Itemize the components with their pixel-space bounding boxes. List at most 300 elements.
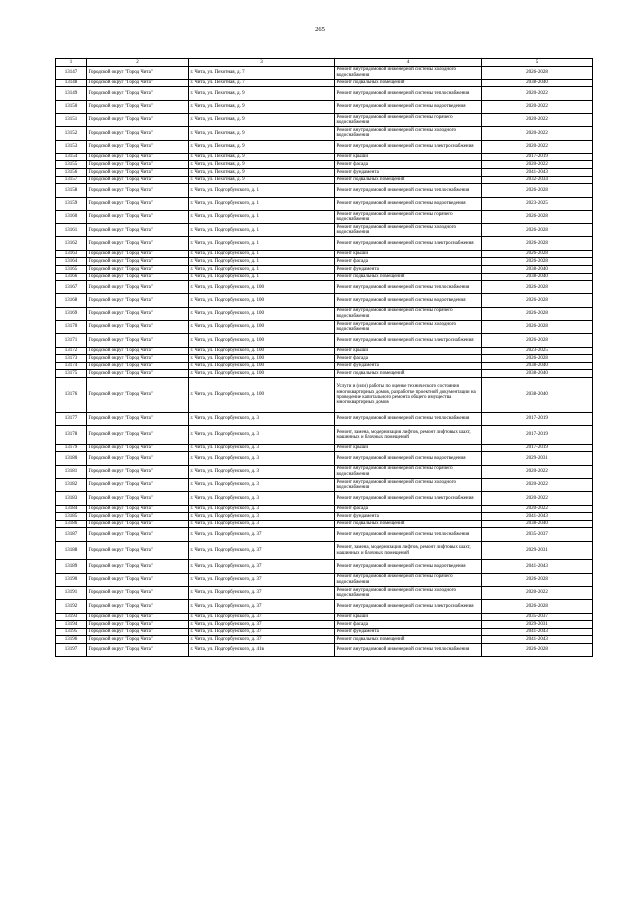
table-row <box>56 412 593 425</box>
row-number-cell: 13181 <box>56 465 87 478</box>
row-number-cell: 13167 <box>56 281 87 294</box>
row-number-cell: 13156 <box>56 169 87 177</box>
period-cell: 2020-2022 <box>482 87 593 100</box>
period-cell: 2038-2040 <box>482 377 593 412</box>
period-cell: 2017-2019 <box>482 444 593 452</box>
address-cell: г. Чита, ул. Пехотная, д. 7 <box>189 66 335 79</box>
work-type-cell: Ремонт внутридомовой инженерной системы водоотведения <box>335 294 482 307</box>
address-cell: г. Чита, ул. Подгорбунского, д. 37 <box>189 636 335 644</box>
period-cell: 2026-2028 <box>482 281 593 294</box>
address-cell: г. Чита, ул. Подгорбунского, д. 37 <box>189 628 335 636</box>
period-cell: 2041-2043 <box>482 513 593 521</box>
municipality-cell: Городской округ "Город Чита" <box>87 643 189 656</box>
address-cell: г. Чита, ул. Подгорбунского, д. 1 <box>189 210 335 223</box>
column-header: 5 <box>482 59 593 67</box>
municipality-cell: Городской округ "Город Чита" <box>87 528 189 541</box>
address-cell: г. Чита, ул. Пехотная, д. 7 <box>189 79 335 87</box>
municipality-cell: Городской округ "Город Чита" <box>87 224 189 237</box>
address-cell: г. Чита, ул. Подгорбунского, д. 100 <box>189 334 335 347</box>
address-cell: г. Чита, ул. Подгорбунского, д. 100 <box>189 370 335 378</box>
row-number-cell: 13168 <box>56 294 87 307</box>
work-type-cell: Ремонт подвальных помещений <box>335 176 482 184</box>
address-cell: г. Чита, ул. Подгорбунского, д. 37 <box>189 621 335 629</box>
work-type-cell: Ремонт фасада <box>335 161 482 169</box>
address-cell: г. Чита, ул. Подгорбунского, д. 37 <box>189 586 335 599</box>
period-cell: 2020-2022 <box>482 113 593 126</box>
period-cell: 2026-2028 <box>482 307 593 320</box>
address-cell: г. Чита, ул. Подгорбунского, д. 100 <box>189 281 335 294</box>
municipality-cell: Городской округ "Город Чита" <box>87 347 189 355</box>
work-type-cell: Ремонт внутридомовой инженерной системы холодного водоснабжения <box>335 127 482 140</box>
municipality-cell: Городской округ "Город Чита" <box>87 600 189 613</box>
table-row <box>56 560 593 573</box>
municipality-cell: Городской округ "Город Чита" <box>87 184 189 197</box>
work-type-cell: Ремонт внутридомовой инженерной системы холодного водоснабжения <box>335 224 482 237</box>
period-cell: 2038-2040 <box>482 362 593 370</box>
row-number-cell: 13164 <box>56 258 87 266</box>
address-cell: г. Чита, ул. Подгорбунского, д. 1 <box>189 258 335 266</box>
municipality-cell: Городской округ "Город Чита" <box>87 505 189 513</box>
table-row <box>56 113 593 126</box>
row-number-cell: 13192 <box>56 600 87 613</box>
period-cell: 2026-2028 <box>482 334 593 347</box>
table-row <box>56 513 593 521</box>
municipality-cell: Городской округ "Город Чита" <box>87 294 189 307</box>
address-cell: г. Чита, ул. Подгорбунского, д. 37 <box>189 528 335 541</box>
municipality-cell: Городской округ "Город Чита" <box>87 621 189 629</box>
table-row <box>56 273 593 281</box>
address-cell: г. Чита, ул. Подгорбунского, д. 100 <box>189 355 335 363</box>
row-number-cell: 13193 <box>56 613 87 621</box>
municipality-cell: Городской округ "Город Чита" <box>87 113 189 126</box>
period-cell: 2020-2022 <box>482 465 593 478</box>
work-type-cell: Ремонт внутридомовой инженерной системы водоотведения <box>335 197 482 210</box>
address-cell: г. Чита, ул. Пехотная, д. 9 <box>189 169 335 177</box>
municipality-cell: Городской округ "Город Чита" <box>87 628 189 636</box>
address-cell: г. Чита, ул. Подгорбунского, д. 37 <box>189 573 335 586</box>
address-cell: г. Чита, ул. Подгорбунского, д. 100 <box>189 362 335 370</box>
row-number-cell: 13149 <box>56 87 87 100</box>
address-cell: г. Чита, ул. Пехотная, д. 9 <box>189 127 335 140</box>
row-number-cell: 13148 <box>56 79 87 87</box>
period-cell: 2026-2028 <box>482 210 593 223</box>
municipality-cell: Городской округ "Город Чита" <box>87 412 189 425</box>
municipality-cell: Городской округ "Город Чита" <box>87 573 189 586</box>
address-cell: г. Чита, ул. Подгорбунского, д. 3 <box>189 452 335 465</box>
address-cell: г. Чита, ул. Подгорбунского, д. 37 <box>189 613 335 621</box>
address-cell: г. Чита, ул. Подгорбунского, д. 37 <box>189 560 335 573</box>
table-body <box>56 59 593 657</box>
municipality-cell: Городской округ "Город Чита" <box>87 176 189 184</box>
row-number-cell: 13153 <box>56 140 87 153</box>
work-type-cell: Ремонт подвальных помещений <box>335 520 482 528</box>
address-cell: г. Чита, ул. Подгорбунского, д. 1 <box>189 250 335 258</box>
page-number: 265 <box>315 26 325 33</box>
address-cell: г. Чита, ул. Пехотная, д. 9 <box>189 176 335 184</box>
table-row <box>56 600 593 613</box>
work-type-cell: Ремонт внутридомовой инженерной системы горячего водоснабжения <box>335 210 482 223</box>
table-row <box>56 505 593 513</box>
table-row <box>56 184 593 197</box>
row-number-cell: 13155 <box>56 161 87 169</box>
table-row <box>56 294 593 307</box>
row-number-cell: 13157 <box>56 176 87 184</box>
period-cell: 2017-2019 <box>482 412 593 425</box>
municipality-cell: Городской округ "Город Чита" <box>87 362 189 370</box>
work-type-cell: Ремонт внутридомовой инженерной системы теплоснабжения <box>335 528 482 541</box>
work-type-cell: Ремонт подвальных помещений <box>335 636 482 644</box>
address-cell: г. Чита, ул. Подгорбунского, д. 37 <box>189 600 335 613</box>
period-cell: 2041-2043 <box>482 628 593 636</box>
period-cell: 2017-2019 <box>482 426 593 445</box>
address-cell: г. Чита, ул. Подгорбунского, д. 3 <box>189 505 335 513</box>
period-cell: 2026-2028 <box>482 294 593 307</box>
work-type-cell: Ремонт внутридомовой инженерной системы горячего водоснабжения <box>335 573 482 586</box>
row-number-cell: 13188 <box>56 541 87 560</box>
municipality-cell: Городской округ "Город Чита" <box>87 161 189 169</box>
period-cell: 2026-2028 <box>482 66 593 79</box>
period-cell: 2026-2028 <box>482 250 593 258</box>
table-row <box>56 100 593 113</box>
table-row <box>56 161 593 169</box>
row-number-cell: 13171 <box>56 334 87 347</box>
table-row <box>56 210 593 223</box>
work-type-cell: Ремонт фасада <box>335 355 482 363</box>
municipality-cell: Городской округ "Город Чита" <box>87 355 189 363</box>
work-type-cell: Ремонт фундамента <box>335 169 482 177</box>
municipality-cell: Городской округ "Город Чита" <box>87 541 189 560</box>
row-number-cell: 13180 <box>56 452 87 465</box>
period-cell: 2026-2028 <box>482 258 593 266</box>
period-cell: 2038-2040 <box>482 79 593 87</box>
municipality-cell: Городской округ "Город Чита" <box>87 426 189 445</box>
municipality-cell: Городской округ "Город Чита" <box>87 377 189 412</box>
municipality-cell: Городской округ "Город Чита" <box>87 153 189 161</box>
work-type-cell: Ремонт внутридомовой инженерной системы холодного водоснабжения <box>335 586 482 599</box>
work-type-cell: Ремонт фундамента <box>335 628 482 636</box>
row-number-cell: 13170 <box>56 321 87 334</box>
period-cell: 2026-2028 <box>482 224 593 237</box>
row-number-cell: 13178 <box>56 426 87 445</box>
municipality-cell: Городской округ "Город Чита" <box>87 452 189 465</box>
table-row <box>56 250 593 258</box>
municipality-cell: Городской округ "Город Чита" <box>87 281 189 294</box>
address-cell: г. Чита, ул. Подгорбунского, д. 100 <box>189 347 335 355</box>
row-number-cell: 13187 <box>56 528 87 541</box>
municipality-cell: Городской округ "Город Чита" <box>87 492 189 505</box>
row-number-cell: 13177 <box>56 412 87 425</box>
period-cell: 2029-2031 <box>482 541 593 560</box>
row-number-cell: 13151 <box>56 113 87 126</box>
row-number-cell: 13163 <box>56 250 87 258</box>
table-row <box>56 321 593 334</box>
work-type-cell: Ремонт внутридомовой инженерной системы теплоснабжения <box>335 281 482 294</box>
work-type-cell: Ремонт внутридомовой инженерной системы электроснабжения <box>335 140 482 153</box>
row-number-cell: 13150 <box>56 100 87 113</box>
period-cell: 2020-2022 <box>482 161 593 169</box>
table-row <box>56 621 593 629</box>
period-cell: 2020-2022 <box>482 479 593 492</box>
period-cell: 2026-2028 <box>482 600 593 613</box>
address-cell: г. Чита, ул. Подгорбунского, д. 1 <box>189 184 335 197</box>
municipality-cell: Городской округ "Город Чита" <box>87 636 189 644</box>
table-row <box>56 355 593 363</box>
work-type-cell: Ремонт крыши <box>335 613 482 621</box>
row-number-cell: 13152 <box>56 127 87 140</box>
address-cell: г. Чита, ул. Подгорбунского, д. 3 <box>189 520 335 528</box>
period-cell: 2038-2040 <box>482 520 593 528</box>
period-cell: 2020-2022 <box>482 127 593 140</box>
period-cell: 2029-2031 <box>482 621 593 629</box>
municipality-cell: Городской округ "Город Чита" <box>87 66 189 79</box>
table-row <box>56 79 593 87</box>
municipality-cell: Городской округ "Город Чита" <box>87 273 189 281</box>
period-cell: 2020-2022 <box>482 100 593 113</box>
municipality-cell: Городской округ "Город Чита" <box>87 258 189 266</box>
work-type-cell: Ремонт фундамента <box>335 513 482 521</box>
row-number-cell: 13185 <box>56 513 87 521</box>
work-type-cell: Ремонт внутридомовой инженерной системы электроснабжения <box>335 334 482 347</box>
municipality-cell: Городской округ "Город Чита" <box>87 560 189 573</box>
work-type-cell: Ремонт внутридомовой инженерной системы теплоснабжения <box>335 184 482 197</box>
table-row <box>56 169 593 177</box>
address-cell: г. Чита, ул. Подгорбунского, д. 1 <box>189 265 335 273</box>
table-row <box>56 465 593 478</box>
period-cell: 2038-2040 <box>482 265 593 273</box>
municipality-cell: Городской округ "Город Чита" <box>87 465 189 478</box>
period-cell: 2041-2043 <box>482 636 593 644</box>
row-number-cell: 13183 <box>56 492 87 505</box>
municipality-cell: Городской округ "Город Чита" <box>87 87 189 100</box>
row-number-cell: 13158 <box>56 184 87 197</box>
address-cell: г. Чита, ул. Подгорбунского, д. 100 <box>189 294 335 307</box>
work-type-cell: Ремонт фундамента <box>335 362 482 370</box>
municipality-cell: Городской округ "Город Чита" <box>87 140 189 153</box>
address-cell: г. Чита, ул. Пехотная, д. 9 <box>189 161 335 169</box>
work-type-cell: Ремонт подвальных помещений <box>335 79 482 87</box>
municipality-cell: Городской округ "Город Чита" <box>87 210 189 223</box>
column-header: 3 <box>189 59 335 67</box>
row-number-cell: 13160 <box>56 210 87 223</box>
work-type-cell: Ремонт внутридомовой инженерной системы электроснабжения <box>335 237 482 250</box>
table-row <box>56 334 593 347</box>
row-number-cell: 13162 <box>56 237 87 250</box>
work-type-cell: Ремонт крыши <box>335 444 482 452</box>
table-row <box>56 452 593 465</box>
row-number-cell: 13197 <box>56 643 87 656</box>
work-type-cell: Ремонт внутридомовой инженерной системы теплоснабжения <box>335 87 482 100</box>
row-number-cell: 13186 <box>56 520 87 528</box>
table-row <box>56 492 593 505</box>
work-type-cell: Ремонт внутридомовой инженерной системы горячего водоснабжения <box>335 307 482 320</box>
municipality-cell: Городской округ "Город Чита" <box>87 197 189 210</box>
row-number-cell: 13182 <box>56 479 87 492</box>
municipality-cell: Городской округ "Город Чита" <box>87 250 189 258</box>
row-number-cell: 13179 <box>56 444 87 452</box>
row-number-cell: 13176 <box>56 377 87 412</box>
column-header: 4 <box>335 59 482 67</box>
period-cell: 2032-2034 <box>482 176 593 184</box>
period-cell: 2038-2040 <box>482 370 593 378</box>
row-number-cell: 13189 <box>56 560 87 573</box>
address-cell: г. Чита, ул. Подгорбунского, д. 100 <box>189 377 335 412</box>
period-cell: 2035-2037 <box>482 613 593 621</box>
work-type-cell: Ремонт фундамента <box>335 265 482 273</box>
row-number-cell: 13196 <box>56 636 87 644</box>
row-number-cell: 13195 <box>56 628 87 636</box>
work-type-cell: Ремонт фасада <box>335 621 482 629</box>
period-cell: 2026-2028 <box>482 237 593 250</box>
table-row <box>56 265 593 273</box>
row-number-cell: 13159 <box>56 197 87 210</box>
table-row <box>56 377 593 412</box>
municipality-cell: Городской округ "Город Чита" <box>87 513 189 521</box>
address-cell: г. Чита, ул. Подгорбунского, д. 3 <box>189 513 335 521</box>
table-row <box>56 520 593 528</box>
address-cell: г. Чита, ул. Пехотная, д. 9 <box>189 87 335 100</box>
municipality-cell: Городской округ "Город Чита" <box>87 100 189 113</box>
municipality-cell: Городской округ "Город Чита" <box>87 79 189 87</box>
period-cell: 2041-2043 <box>482 560 593 573</box>
period-cell: 2029-2031 <box>482 452 593 465</box>
table-row <box>56 636 593 644</box>
address-cell: г. Чита, ул. Подгорбунского, д. 3 <box>189 412 335 425</box>
address-cell: г. Чита, ул. Пехотная, д. 9 <box>189 140 335 153</box>
table-row <box>56 573 593 586</box>
work-type-cell: Ремонт внутридомовой инженерной системы холодного водоснабжения <box>335 479 482 492</box>
work-type-cell: Ремонт внутридомовой инженерной системы теплоснабжения <box>335 412 482 425</box>
row-number-cell: 13191 <box>56 586 87 599</box>
address-cell: г. Чита, ул. Подгорбунского, д. 3 <box>189 444 335 452</box>
work-type-cell: Ремонт внутридомовой инженерной системы электроснабжения <box>335 492 482 505</box>
period-cell: 2023-2025 <box>482 347 593 355</box>
address-cell: г. Чита, ул. Подгорбунского, д. 3 <box>189 465 335 478</box>
address-cell: г. Чита, ул. Подгорбунского, д. 1 <box>189 224 335 237</box>
table-header-row <box>56 59 593 67</box>
row-number-cell: 13173 <box>56 355 87 363</box>
address-cell: г. Чита, ул. Пехотная, д. 9 <box>189 100 335 113</box>
period-cell: 2041-2043 <box>482 169 593 177</box>
address-cell: г. Чита, ул. Подгорбунского, д. 3 <box>189 479 335 492</box>
address-cell: г. Чита, ул. Подгорбунского, д. 100 <box>189 307 335 320</box>
table-row <box>56 87 593 100</box>
work-type-cell: Услуги и (или) работы по оценке технического состояния многоквартирных домов, разработке проектной документации на проведение капитального ремонта общего имущества многоквартирных домов <box>335 377 482 412</box>
period-cell: 2020-2022 <box>482 140 593 153</box>
table-row <box>56 586 593 599</box>
table-row <box>56 444 593 452</box>
work-type-cell: Ремонт внутридомовой инженерной системы холодного водоснабжения <box>335 66 482 79</box>
period-cell: 2038-2040 <box>482 273 593 281</box>
address-cell: г. Чита, ул. Пехотная, д. 9 <box>189 153 335 161</box>
column-header: 2 <box>87 59 189 67</box>
table-row <box>56 153 593 161</box>
row-number-cell: 13172 <box>56 347 87 355</box>
table-row <box>56 237 593 250</box>
period-cell: 2026-2028 <box>482 184 593 197</box>
municipality-cell: Городской округ "Город Чита" <box>87 127 189 140</box>
row-number-cell: 13190 <box>56 573 87 586</box>
work-type-cell: Ремонт внутридомовой инженерной системы электроснабжения <box>335 600 482 613</box>
row-number-cell: 13184 <box>56 505 87 513</box>
row-number-cell: 13161 <box>56 224 87 237</box>
work-type-cell: Ремонт фасада <box>335 505 482 513</box>
address-cell: г. Чита, ул. Подгорбунского, д. 37 <box>189 541 335 560</box>
municipality-cell: Городской округ "Город Чита" <box>87 370 189 378</box>
table-row <box>56 127 593 140</box>
period-cell: 2020-2022 <box>482 586 593 599</box>
period-cell: 2020-2022 <box>482 492 593 505</box>
repair-schedule-table <box>55 58 593 657</box>
table-row <box>56 426 593 445</box>
work-type-cell: Ремонт внутридомовой инженерной системы теплоснабжения <box>335 643 482 656</box>
address-cell: г. Чита, ул. Подгорбунского, д. 1 <box>189 237 335 250</box>
work-type-cell: Ремонт внутридомовой инженерной системы горячего водоснабжения <box>335 465 482 478</box>
period-cell: 2035-2037 <box>482 528 593 541</box>
table-row <box>56 307 593 320</box>
row-number-cell: 13169 <box>56 307 87 320</box>
table-row <box>56 197 593 210</box>
period-cell: 2026-2028 <box>482 355 593 363</box>
work-type-cell: Ремонт крыши <box>335 250 482 258</box>
work-type-cell: Ремонт, замена, модернизация лифтов, ремонт лифтовых шахт, машинных и блочных помещений <box>335 426 482 445</box>
work-type-cell: Ремонт подвальных помещений <box>335 370 482 378</box>
work-type-cell: Ремонт внутридомовой инженерной системы водоотведения <box>335 100 482 113</box>
municipality-cell: Городской округ "Город Чита" <box>87 586 189 599</box>
table-row <box>56 362 593 370</box>
address-cell: г. Чита, ул. Подгорбунского, д. 41в <box>189 643 335 656</box>
period-cell: 2026-2028 <box>482 643 593 656</box>
table-row <box>56 176 593 184</box>
column-header: 1 <box>56 59 87 67</box>
row-number-cell: 13165 <box>56 265 87 273</box>
address-cell: г. Чита, ул. Подгорбунского, д. 3 <box>189 492 335 505</box>
table-row <box>56 541 593 560</box>
work-type-cell: Ремонт внутридомовой инженерной системы холодного водоснабжения <box>335 321 482 334</box>
period-cell: 2023-2025 <box>482 197 593 210</box>
municipality-cell: Городской округ "Город Чита" <box>87 321 189 334</box>
table-row <box>56 528 593 541</box>
row-number-cell: 13147 <box>56 66 87 79</box>
municipality-cell: Городской округ "Город Чита" <box>87 265 189 273</box>
period-cell: 2020-2022 <box>482 505 593 513</box>
table-row <box>56 281 593 294</box>
table-row <box>56 643 593 656</box>
address-cell: г. Чита, ул. Подгорбунского, д. 1 <box>189 273 335 281</box>
address-cell: г. Чита, ул. Подгорбунского, д. 1 <box>189 197 335 210</box>
table-row <box>56 370 593 378</box>
address-cell: г. Чита, ул. Подгорбунского, д. 100 <box>189 321 335 334</box>
period-cell: 2026-2028 <box>482 573 593 586</box>
municipality-cell: Городской округ "Город Чита" <box>87 444 189 452</box>
municipality-cell: Городской округ "Город Чита" <box>87 520 189 528</box>
municipality-cell: Городской округ "Город Чита" <box>87 307 189 320</box>
work-type-cell: Ремонт крыши <box>335 153 482 161</box>
period-cell: 2026-2028 <box>482 321 593 334</box>
table-row <box>56 224 593 237</box>
work-type-cell: Ремонт фасада <box>335 258 482 266</box>
row-number-cell: 13194 <box>56 621 87 629</box>
table-row <box>56 347 593 355</box>
table-row <box>56 140 593 153</box>
municipality-cell: Городской округ "Город Чита" <box>87 334 189 347</box>
address-cell: г. Чита, ул. Подгорбунского, д. 3 <box>189 426 335 445</box>
work-type-cell: Ремонт, замена, модернизация лифтов, ремонт лифтовых шахт, машинных и блочных помещений <box>335 541 482 560</box>
work-type-cell: Ремонт подвальных помещений <box>335 273 482 281</box>
row-number-cell: 13154 <box>56 153 87 161</box>
period-cell: 2017-2019 <box>482 153 593 161</box>
municipality-cell: Городской округ "Город Чита" <box>87 237 189 250</box>
table-row <box>56 258 593 266</box>
